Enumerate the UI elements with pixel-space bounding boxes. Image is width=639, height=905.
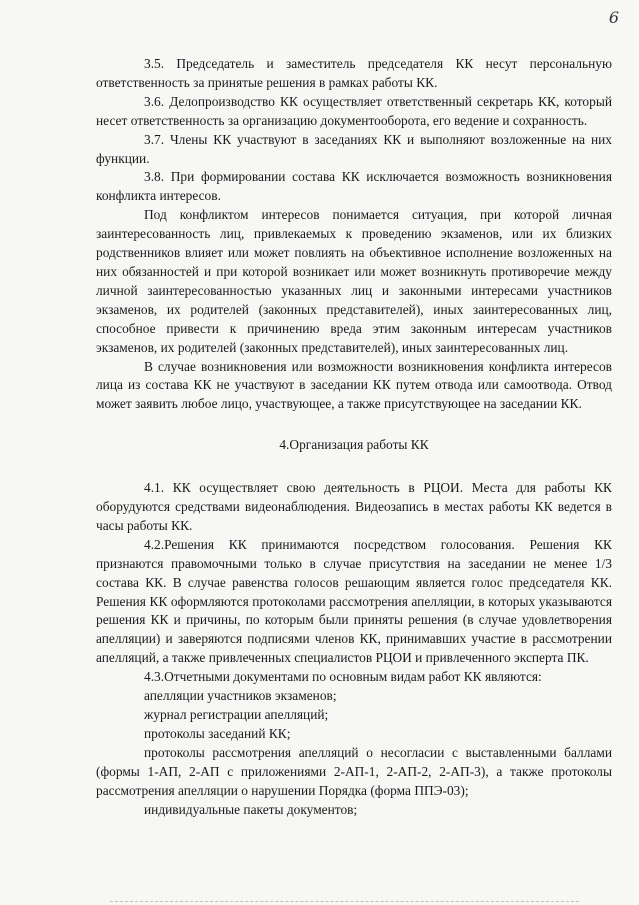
list-item: апелляции участников экзаменов; (144, 688, 337, 704)
list-item: протоколы заседаний КК; (144, 725, 291, 741)
paragraph-3-6: 3.6. Делопроизводство КК осуществляет ответственный секретарь КК, который несет ответственность за организацию документооборота, его ведение и сохранность. (96, 93, 612, 128)
paragraph-4-1: 4.1. КК осуществляет свою деятельность в РЦОИ. Места для работы КК оборудуются средствами видеонаблюдения. Видеозапись в местах работы КК ведется в часы работы КК. (96, 480, 612, 533)
paragraph-3-5: 3.5. Председатель и заместитель председателя КК несут персональную ответственность за принятые решения в рамках работы КК. (96, 56, 612, 90)
scan-edge-artifact (110, 901, 579, 902)
paragraph-3-8: 3.8. При формировании состава КК исключается возможность возникновения конфликта интересов. (96, 169, 612, 204)
document-body (96, 55, 612, 819)
list-item: протоколы рассмотрения апелляций о несогласии с выставленными баллами (формы 1-АП, 2-АП с приложениями 2-АП-1, 2-АП-2, 2-АП-3), а также протоколы рассмотрения апелляции о нарушении Порядка (форма ППЭ-03); (96, 744, 612, 798)
page-number: 6 (608, 8, 619, 27)
paragraph-conflict-definition: Под конфликтом интересов понимается ситуация, при которой личная заинтересованность лиц, привлекаемых к проведению экзаменов, или их близких родственников влияет или может повлиять на объективное исполнение возложенных на них обязанностей и при которой возникает или может возникнуть противоречие между личной заинтересованностью указанных лиц и законными интересами участников экзаменов, их родителей (законных представителей), иных заинтересованных лиц, способное привести к причинению вреда этим законным интересам участников экзаменов, их родителей (законных представителей), иных заинтересованных лиц. (96, 207, 612, 355)
paragraph-4-3: 4.3.Отчетными документами по основным видам работ КК являются: (144, 669, 542, 685)
list-item: журнал регистрации апелляций; (144, 707, 329, 722)
paragraph-3-7: 3.7. Члены КК участвуют в заседаниях КК и выполняют возложенные на них функции. (96, 131, 612, 166)
section-heading: 4.Организация работы КК (279, 437, 429, 453)
paragraph-conflict-recusal: В случае возникновения или возможности возникновения конфликта интересов лица из состава КК не участвуют в заседании КК путем отвода или самоотвода. Отвод может заявить любое лицо, участвующее, а также присутствующее на заседании КК. (96, 358, 612, 412)
list-item: индивидуальные пакеты документов; (144, 801, 358, 817)
paragraph-4-2: 4.2.Решения КК принимаются посредством голосования. Решения КК признаются правомочными только в случае присутствия на заседании не менее 1/3 состава КК. В случае равенства голосов решающим является голос председателя КК. Решения КК оформляются протоколами рассмотрения апелляции, в которых указываются решения КК и причины, по которым были приняты решения (в случае удовлетворения апелляции) и заверяются подписями членов КК, принимавших участие в рассмотрении апелляций, а также привлеченных специалистов РЦОИ и привлеченного эксперта ПК. (96, 536, 612, 666)
